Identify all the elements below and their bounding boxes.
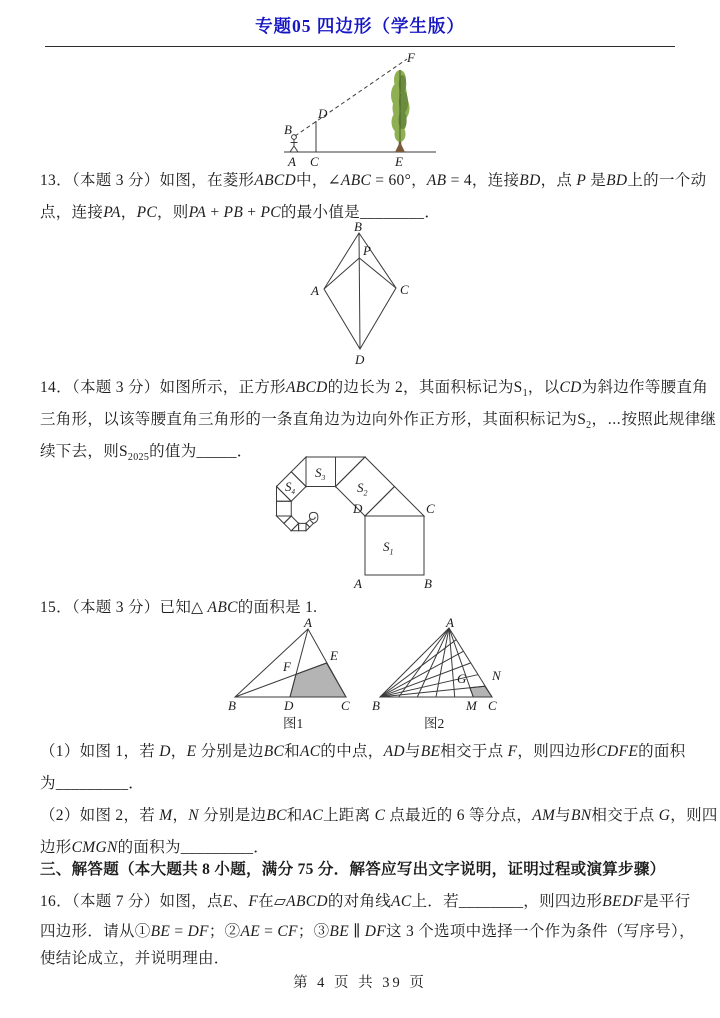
area-label-S1: $S_1$	[383, 539, 394, 557]
shaded-quad-CDFE	[290, 663, 346, 697]
square-S7	[299, 523, 306, 530]
triangle-1	[365, 487, 424, 517]
point-label-D: D	[318, 106, 328, 121]
page-number: 第 4 页 共 39 页	[293, 975, 427, 991]
point-label-F: F	[407, 50, 415, 65]
point-label-A: A	[311, 283, 319, 298]
q15-part1-line-2: 为_________．	[40, 775, 145, 792]
page-title: 专题05 四边形（学生版）	[255, 16, 465, 36]
point-label-C: C	[310, 154, 319, 169]
point-label-B: B	[228, 698, 236, 713]
area-label-S3: $S_3$	[315, 465, 326, 482]
q15-intro: 15．（本题 3 分）已知△ ABC的面积是 1.	[40, 599, 318, 616]
spiral-squares-figure	[275, 448, 450, 597]
point-label-A: A	[304, 618, 312, 630]
q14-line-1: 14．（本题 3 分）如图所示，正方形ABCD的边长为 2，其面积标记为$S_1$，以CD为斜边作等腰直角	[40, 379, 709, 400]
header-rule	[45, 46, 675, 47]
spiral-figure-svg	[275, 448, 450, 592]
point-label-A: A	[354, 576, 362, 591]
point-label-F: F	[283, 659, 291, 674]
point-label-D: D	[355, 352, 365, 367]
q14-line-2: 三角形，以该等腰直角三角形的一条直角边为边向外作正方形，其面积标记为$S_2$，⋯按照此规律继	[40, 411, 717, 432]
q16-line-3: 使结论成立，并说明理由．	[40, 950, 230, 967]
section3-heading: 三、解答题（本大题共 8 小题，满分 75 分．解答应写出文字说明，证明过程或演算步骤）	[40, 861, 666, 878]
point-label-A: A	[288, 154, 296, 169]
fig1-caption: 图1	[283, 716, 304, 731]
square-S2	[336, 457, 395, 516]
point-label-E: E	[395, 154, 403, 169]
point-label-C: C	[400, 282, 409, 297]
q13-line-1: 13．（本题 3 分）如图，在菱形ABCD中，∠ABC = 60°，AB = 4，连接BD，点 P 是BD上的一个动	[40, 172, 707, 189]
diagonal-BD	[359, 233, 360, 349]
point-label-C: C	[426, 501, 435, 516]
point-label-C: C	[488, 698, 497, 713]
segment-PC	[359, 258, 396, 288]
point-label-N: N	[492, 668, 501, 683]
point-label-P: P	[363, 243, 371, 258]
point-label-A: A	[446, 618, 454, 630]
q13-line-2: 点，连接PA，PC，则PA + PB + PC的最小值是________．	[40, 204, 441, 221]
q16-line-1: 16．（本题 7 分）如图，点E、F在▱ABCD的对角线AC上．若________，则四边形BEDF是平行	[40, 893, 691, 910]
square-S1	[365, 516, 424, 575]
triangle-ABC	[380, 628, 492, 697]
fig2-svg	[372, 618, 507, 732]
area-label-S2: $S_2$	[357, 480, 368, 498]
point-label-B: B	[354, 222, 362, 234]
q15-part2-line-1: （2）如图 2，若 M，N 分别是边BC和AC上距离 C 点最近的 6 等分点，AM与BN相交于点 G，则四	[40, 807, 718, 824]
segment-PA	[324, 258, 359, 289]
cevians-from-A	[399, 628, 474, 697]
point-label-D: D	[353, 501, 363, 516]
square-S8	[306, 520, 313, 527]
point-label-B: B	[424, 576, 432, 591]
point-label-G: G	[457, 671, 467, 686]
point-label-M: M	[466, 698, 477, 713]
sight-line-dashed	[295, 59, 407, 136]
fig2-caption: 图2	[424, 716, 445, 731]
square-S6	[284, 516, 299, 531]
triangle-5	[277, 516, 292, 523]
q15-part1-line-1: （1）如图 1，若 D，E 分别是边BC和AC的中点，AD与BE相交于点 F，则四边形CDFE的面积	[40, 743, 686, 760]
point-label-C: C	[341, 698, 350, 713]
square-S5	[277, 501, 292, 516]
spiral-tail	[309, 512, 318, 523]
tree-figure-svg	[278, 50, 442, 170]
point-label-B: B	[372, 698, 380, 713]
tree-image	[391, 70, 410, 152]
cevians-from-B	[380, 640, 485, 697]
rhombus-figure-svg	[300, 222, 430, 370]
triangle-3	[291, 457, 306, 487]
point-label-B: B	[284, 122, 292, 137]
q15-figure-2	[372, 618, 507, 737]
spiral-shapes	[277, 457, 425, 575]
rhombus-figure	[300, 222, 430, 375]
point-label-E: E	[330, 648, 338, 663]
point-label-D: D	[284, 698, 294, 713]
q14-line-3: 续下去，则$S_{2025}$的值为_____．	[40, 443, 253, 464]
q15-figure-1	[228, 618, 363, 737]
area-label-S4: $S_4$	[285, 479, 295, 496]
tree-sightline-figure	[278, 50, 442, 175]
q15-part2-line-2: 边形CMGN的面积为_________．	[40, 839, 270, 856]
person-figure	[290, 135, 298, 152]
q16-line-2: 四边形．请从①BE = DF；②AE = CF；③BE ∥ DF这 3 个选项中选择一个作为条件（写序号），	[40, 923, 695, 940]
fig1-svg	[228, 618, 363, 732]
triangle-6	[291, 523, 298, 530]
